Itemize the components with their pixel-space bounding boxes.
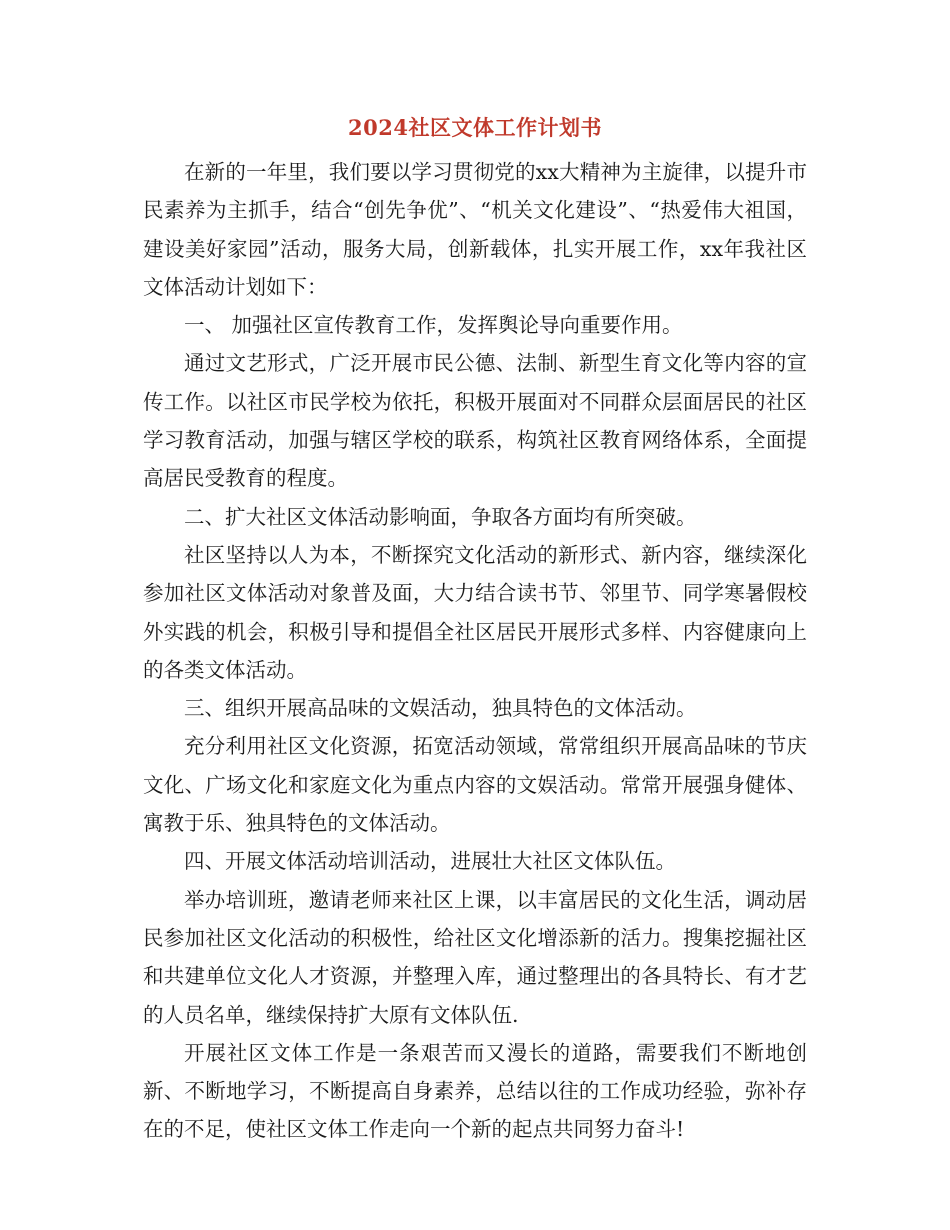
section-1-heading: 一、 加强社区宣传教育工作，发挥舆论导向重要作用。 (184, 313, 683, 338)
section-2-heading: 二、扩大社区文体活动影响面，争取各方面均有所突破。 (184, 504, 697, 529)
section-4-heading: 四、开展文体活动培训活动，进展壮大社区文体队伍。 (184, 849, 676, 874)
section-2-body: 社区坚持以人为本，不断探究文化活动的新形式、新内容，继续深化参加社区文体活动对象普及面，大力结合读书节、邻里节、同学寒暑假校外实践的机会，积极引导和提倡全社区居民开展形式多样、内容健康向上的各类文体活动。 (143, 542, 807, 682)
intro-paragraph: 在新的一年里，我们要以学习贯彻党的xx大精神为主旋律，以提升市民素养为主抓手，结合“创先争优”、“机关文化建设”、“热爱伟大祖国，建设美好家园”活动，服务大局，创新载体，扎实开展工作，xx年我社区文体活动计划如下： (143, 160, 807, 299)
document-title: 2024社区文体工作计划书 (348, 115, 602, 140)
document-body (143, 153, 807, 1149)
closing-paragraph: 开展社区文体工作是一条艰苦而又漫长的道路，需要我们不断地创新、不断地学习，不断提高自身素养，总结以往的工作成功经验，弥补存在的不足，使社区文体工作走向一个新的起点共同努力奋斗! (143, 1040, 807, 1142)
section-4-body: 举办培训班，邀请老师来社区上课，以丰富居民的文化生活，调动居民参加社区文化活动的积极性，给社区文化增添新的活力。搜集挖掘社区和共建单位文化人才资源，并整理入库，通过整理出的各具特长、有才艺的人员名单，继续保持扩大原有文体队伍. (143, 887, 807, 1027)
section-1-body: 通过文艺形式，广泛开展市民公德、法制、新型生育文化等内容的宣传工作。以社区市民学校为依托，积极开展面对不同群众层面居民的社区学习教育活动，加强与辖区学校的联系，构筑社区教育网络体系，全面提高居民受教育的程度。 (143, 351, 807, 491)
section-3-heading: 三、组织开展高品味的文娱活动，独具特色的文体活动。 (184, 696, 697, 721)
section-3-body: 充分利用社区文化资源，拓宽活动领域，常常组织开展高品味的节庆文化、广场文化和家庭文化为重点内容的文娱活动。常常开展强身健体、寓教于乐、独具特色的文体活动。 (143, 734, 807, 836)
